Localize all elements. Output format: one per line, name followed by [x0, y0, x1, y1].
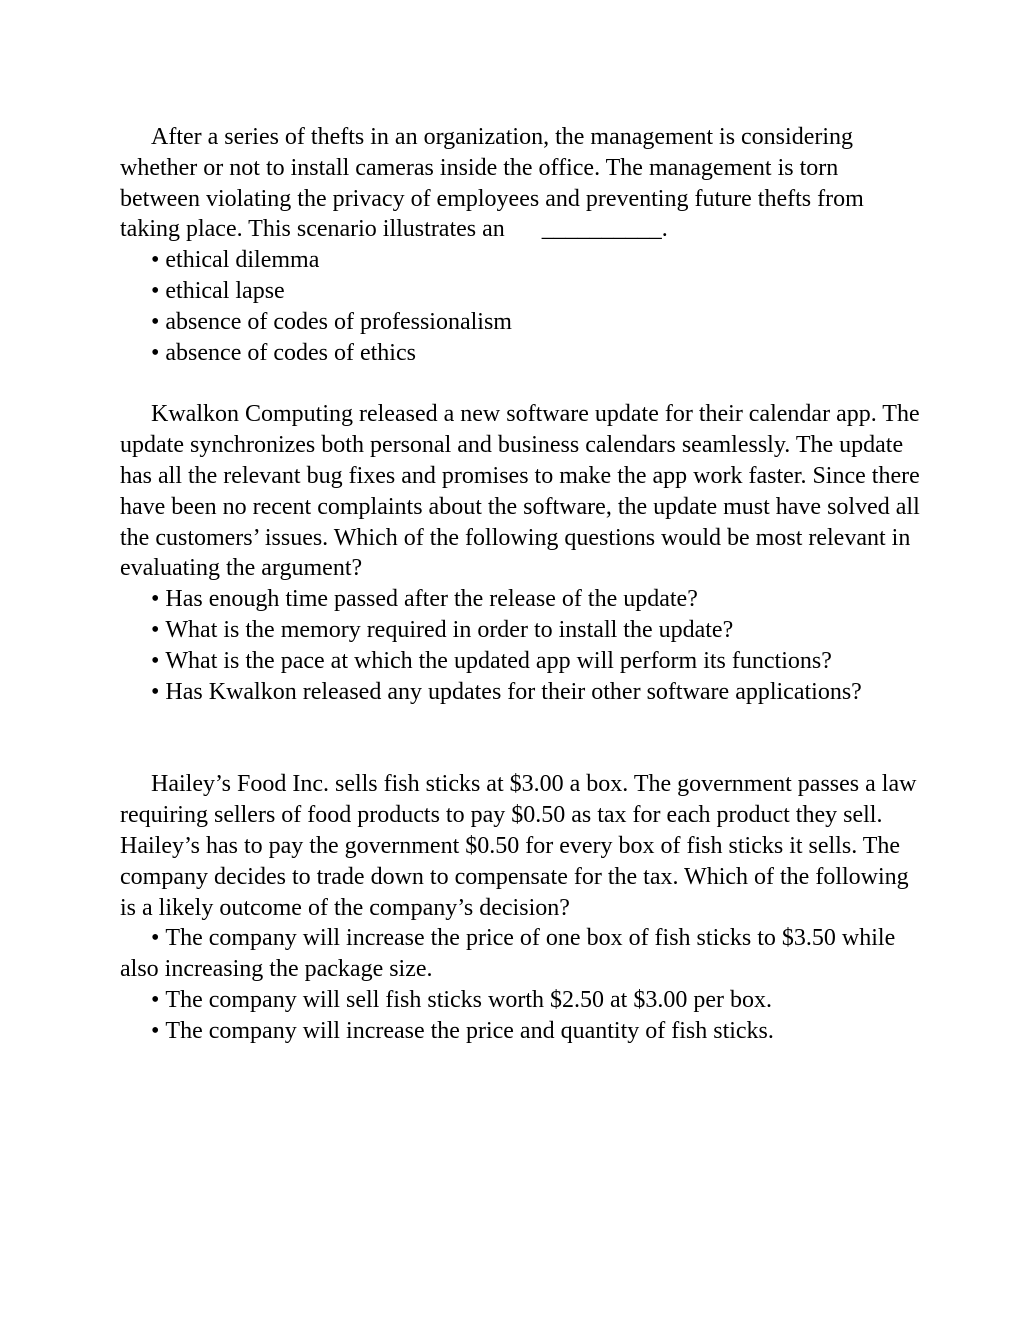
- document-page: [120, 122, 920, 1047]
- option-memory-required: [120, 615, 920, 646]
- option-label: ethical lapse: [165, 277, 285, 304]
- option-increase-price-size: [120, 923, 920, 985]
- option-label: What is the pace at which the updated app will perform its functions?: [165, 647, 832, 674]
- bullet: •: [151, 339, 160, 366]
- option-label: Has enough time passed after the release of the update?: [165, 586, 698, 613]
- option-label: The company will increase the price and quantity of fish sticks.: [165, 1017, 774, 1044]
- bullet: •: [151, 586, 160, 613]
- option-pace: [120, 646, 920, 677]
- option-label: The company will sell fish sticks worth $2.50 at $3.00 per box.: [165, 986, 772, 1013]
- option-ethical-lapse: [120, 276, 920, 307]
- question-3: [120, 769, 920, 1046]
- option-ethical-dilemma: [120, 245, 920, 276]
- option-increase-price-quantity: [120, 1016, 920, 1047]
- option-absence-ethics: [120, 338, 920, 369]
- option-label: ethical dilemma: [165, 247, 320, 274]
- bullet: •: [151, 277, 160, 304]
- option-label: absence of codes of ethics: [165, 339, 416, 366]
- option-enough-time: [120, 584, 920, 615]
- question-2: [120, 399, 920, 707]
- bullet: •: [151, 1017, 160, 1044]
- answer-blank: __________.: [541, 216, 668, 243]
- question-2-text: Kwalkon Computing released a new software update for their calendar app. The update synchronizes both personal and business calendars seamlessly. The update has all the relevant bug fixes and promises to make the app work faster. Since there have been no recent complaints about the software, the update must have solved all the customers’ issues. Which of the following questions would be most relevant in evaluating the argument?: [120, 401, 920, 582]
- bullet: •: [151, 925, 160, 952]
- option-other-updates: [120, 677, 920, 708]
- question-2-options: [120, 584, 920, 707]
- bullet: •: [151, 247, 160, 274]
- question-1-text: [120, 122, 920, 245]
- option-sell-worth-less: [120, 985, 920, 1016]
- bullet: •: [151, 308, 160, 335]
- option-label: What is the memory required in order to install the update?: [165, 616, 734, 643]
- bullet: •: [151, 647, 160, 674]
- question-1-stem: After a series of thefts in an organization, the management is considering whether or not to install cameras inside the office. The management is torn between violating the privacy of employees and preventing future thefts from taking place. This scenario illustrates an: [120, 124, 864, 243]
- question-3-options: [120, 923, 920, 1046]
- question-1: [120, 122, 920, 368]
- bullet: •: [151, 616, 160, 643]
- option-label: The company will increase the price of one box of fish sticks to $3.50 while also increasing the package size.: [120, 925, 896, 983]
- bullet: •: [151, 986, 160, 1013]
- option-label: Has Kwalkon released any updates for their other software applications?: [165, 678, 862, 705]
- option-label: absence of codes of professionalism: [165, 308, 512, 335]
- question-3-text: Hailey’s Food Inc. sells fish sticks at $3.00 a box. The government passes a law requiring sellers of food products to pay $0.50 as tax for each product they sell. Hailey’s has to pay the government $0.50 for every box of fish sticks it sells. The company decides to trade down to compensate for the tax. Which of the following is a likely outcome of the company’s decision?: [120, 771, 917, 921]
- bullet: •: [151, 678, 160, 705]
- option-absence-professionalism: [120, 307, 920, 338]
- question-1-options: [120, 245, 920, 368]
